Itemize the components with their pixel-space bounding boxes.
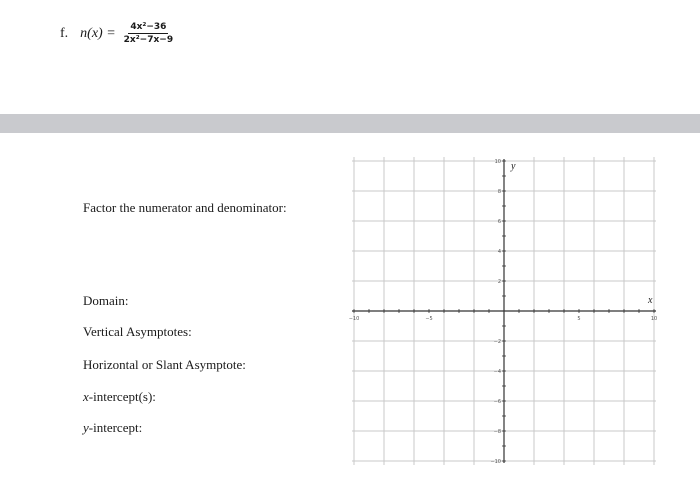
question-factor: Factor the numerator and denominator: <box>83 200 287 215</box>
y-tick-label: 2 <box>497 279 501 285</box>
function-fraction <box>124 22 173 45</box>
x-intercept-label: -intercept(s): <box>88 389 156 404</box>
x-tick-label: −5 <box>425 316 433 322</box>
problem-label: f. <box>60 25 69 41</box>
y-tick-label: 6 <box>497 219 501 225</box>
divider-band <box>0 114 700 133</box>
y-tick-label: −6 <box>493 399 501 405</box>
tick-labels <box>349 159 657 465</box>
question-x-intercepts <box>83 389 156 405</box>
x-tick-label: −10 <box>348 316 360 322</box>
y-var: y <box>83 420 89 435</box>
y-tick-label: −10 <box>490 459 501 465</box>
question-horizontal-asymptote: Horizontal or Slant Asymptote: <box>83 357 246 372</box>
y-tick-label: 8 <box>497 189 501 195</box>
x-var: x <box>83 389 89 404</box>
problem-statement <box>60 22 173 45</box>
y-axis-label: y <box>511 161 516 172</box>
function-lhs: n(x) = <box>80 25 116 41</box>
y-tick-label: −8 <box>493 429 501 435</box>
x-tick-label: 10 <box>650 316 658 322</box>
question-y-intercept <box>83 420 142 436</box>
y-tick-label: 10 <box>494 159 501 165</box>
coordinate-grid[interactable] <box>348 157 658 465</box>
question-domain: Domain: <box>83 293 129 308</box>
y-tick-label: −2 <box>493 339 501 345</box>
numerator: 4x²−36 <box>130 22 167 32</box>
y-tick-label: −4 <box>493 369 501 375</box>
denominator: 2x²−7x−9 <box>123 35 174 45</box>
x-axis-label: x <box>648 295 653 306</box>
y-tick-label: 4 <box>497 249 501 255</box>
y-intercept-label: -intercept: <box>88 420 143 435</box>
axes <box>352 159 656 463</box>
question-vertical-asymptotes: Vertical Asymptotes: <box>83 324 192 339</box>
x-tick-label: 5 <box>577 316 581 322</box>
